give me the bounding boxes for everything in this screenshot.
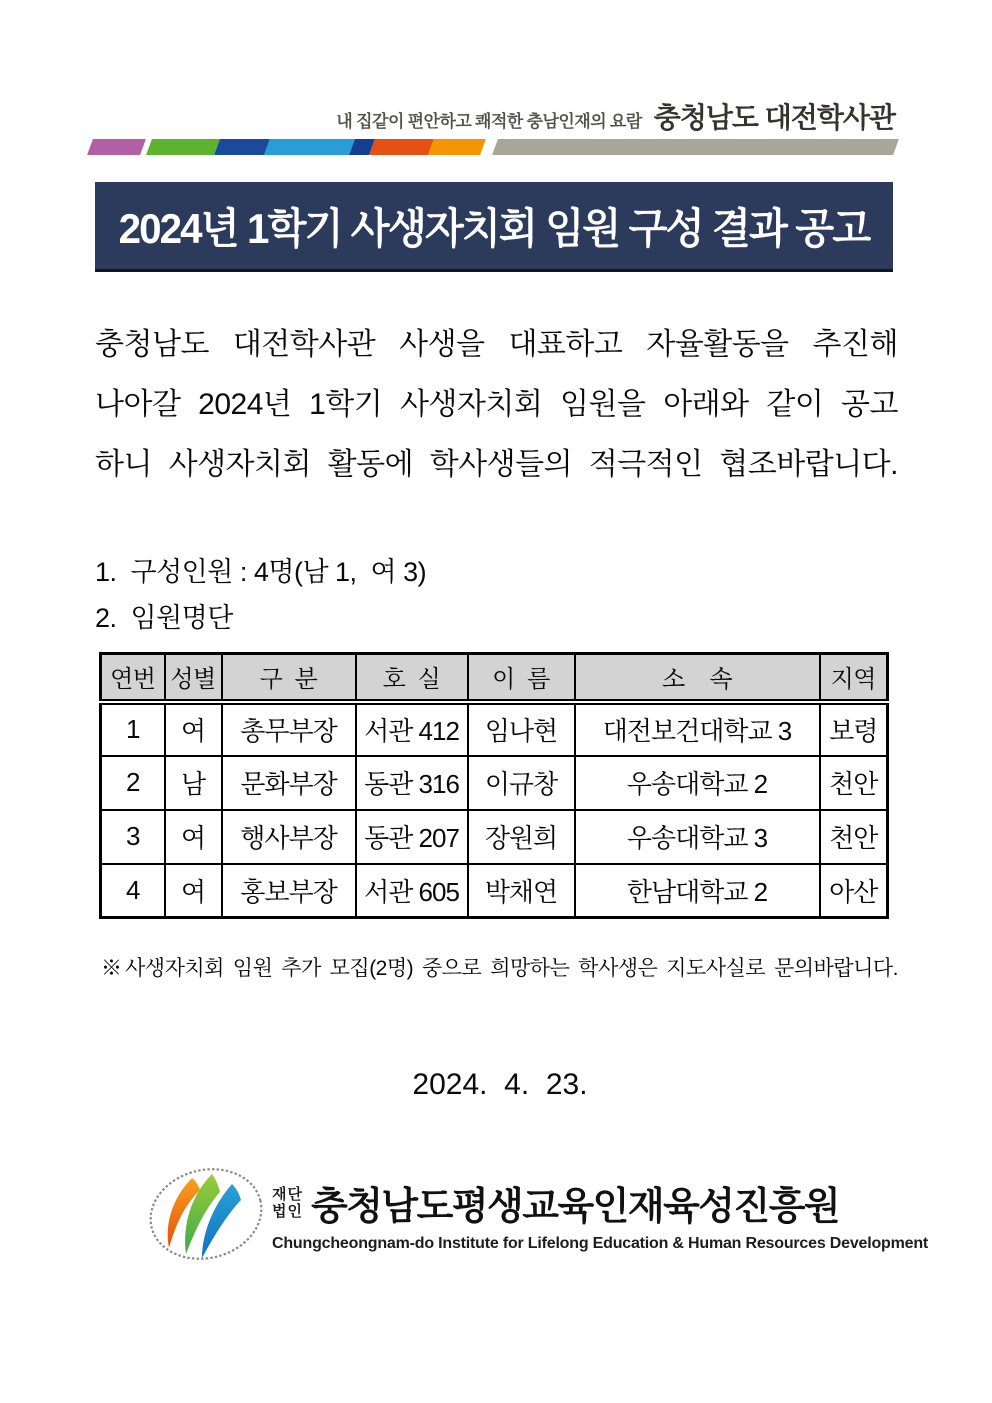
cell-affiliation: 우송대학교 3	[575, 810, 820, 864]
col-header-number: 연번	[101, 654, 165, 702]
notice-numbered-list	[95, 549, 795, 641]
cell-role: 문화부장	[222, 756, 356, 810]
table-header-row	[101, 654, 888, 702]
stripe-segment-magenta	[87, 139, 146, 155]
dormitory-brand-name: 충청남도 대전학사관	[653, 102, 895, 133]
stripe-segment-lightblue	[264, 139, 355, 155]
cell-name: 박채연	[468, 864, 575, 918]
stripe-segment-gray	[492, 139, 899, 155]
stripe-segment-redorange	[369, 139, 434, 155]
cell-gender: 여	[165, 864, 222, 918]
foundation-name-korean: 충청남도평생교육인재육성진흥원	[310, 1186, 840, 1228]
cell-number: 3	[101, 810, 165, 864]
table-row	[101, 702, 888, 756]
cell-role: 총무부장	[222, 702, 356, 756]
body-line-3: 하니 사생자치회 활동에 학사생들의 적극적인 협조바랍니다.	[95, 448, 898, 481]
body-line-1: 충청남도 대전학사관 사생을 대표하고 자율활동을 추진해	[95, 328, 898, 361]
stripe-segment-orange	[428, 139, 486, 155]
notice-title-banner	[95, 182, 893, 272]
foundation-type-line1: 재단	[272, 1185, 303, 1203]
cell-role: 행사부장	[222, 810, 356, 864]
cell-room: 서관 605	[356, 864, 468, 918]
cell-name: 장원희	[468, 810, 575, 864]
col-header-name: 이 름	[468, 654, 575, 702]
cell-region: 아산	[820, 864, 888, 918]
col-header-affiliation: 소 속	[575, 654, 820, 702]
body-line-2: 나아갈 2024년 1학기 사생자치회 임원을 아래와 같이 공고	[95, 388, 898, 421]
stripe-segment-darkblue	[214, 139, 270, 155]
cell-number: 2	[101, 756, 165, 810]
footer-organization	[146, 1162, 928, 1266]
additional-recruitment-note: ※사생자치회 임원 추가 모집(2명) 중으로 희망하는 학사생은 지도사실로 문의바랍니다.	[101, 957, 898, 980]
cell-affiliation: 우송대학교 2	[575, 756, 820, 810]
stripe-segment-green	[146, 139, 220, 155]
list-item-officer-roster: 2. 임원명단	[95, 603, 233, 633]
cell-room: 동관 316	[356, 756, 468, 810]
col-header-room: 호 실	[356, 654, 468, 702]
officer-roster-table	[99, 652, 889, 919]
notice-title: 2024년 1학기 사생자치회 임원 구성 결과 공고	[118, 204, 870, 252]
header-color-stripe	[90, 139, 896, 155]
cell-room: 동관 207	[356, 810, 468, 864]
cell-region: 보령	[820, 702, 888, 756]
masthead	[336, 96, 895, 136]
foundation-logo-icon	[146, 1162, 266, 1266]
cell-number: 4	[101, 864, 165, 918]
list-item-member-count: 1. 구성인원 : 4명(남 1, 여 3)	[95, 557, 427, 587]
foundation-name-english: Chungcheongnam-do Institute for Lifelong Education & Human Resources Development	[272, 1235, 929, 1252]
cell-gender: 여	[165, 810, 222, 864]
dormitory-slogan: 내 집같이 편안하고 쾌적한 충남인재의 요람	[336, 112, 642, 131]
cell-region: 천안	[820, 810, 888, 864]
notice-date: 2024. 4. 23.	[412, 1068, 588, 1101]
cell-name: 이규창	[468, 756, 575, 810]
cell-role: 홍보부장	[222, 864, 356, 918]
foundation-type-line2: 법인	[272, 1202, 303, 1220]
cell-affiliation: 한남대학교 2	[575, 864, 820, 918]
cell-number: 1	[101, 702, 165, 756]
col-header-role: 구 분	[222, 654, 356, 702]
table-row	[101, 756, 888, 810]
cell-room: 서관 412	[356, 702, 468, 756]
cell-gender: 남	[165, 756, 222, 810]
notice-body-paragraph	[95, 315, 898, 495]
cell-region: 천안	[820, 756, 888, 810]
foundation-text-block	[272, 1175, 928, 1253]
table-row	[101, 864, 888, 918]
table-row	[101, 810, 888, 864]
col-header-region: 지역	[820, 654, 888, 702]
cell-name: 임나현	[468, 702, 575, 756]
cell-gender: 여	[165, 702, 222, 756]
foundation-type-label	[272, 1186, 303, 1220]
col-header-gender: 성별	[165, 654, 222, 702]
cell-affiliation: 대전보건대학교 3	[575, 702, 820, 756]
